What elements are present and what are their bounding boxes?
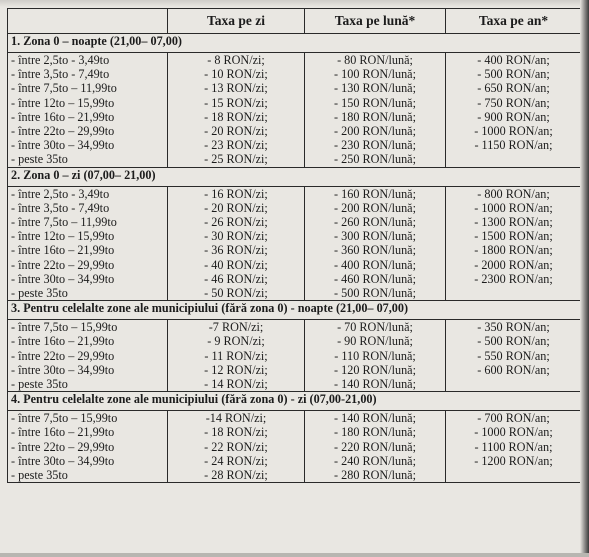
section-title-row bbox=[8, 392, 582, 411]
daily-fee: - 18 RON/zi; bbox=[204, 109, 268, 124]
monthly-fee: - 260 RON/lună; bbox=[334, 215, 416, 230]
daily-fee: - 15 RON/zi; bbox=[204, 95, 268, 110]
daily-fee: - 14 RON/zi; bbox=[204, 377, 268, 392]
weight-range: - peste 35to bbox=[11, 286, 68, 301]
monthly-fee: - 120 RON/lună; bbox=[334, 362, 416, 377]
monthly-fee: - 140 RON/lună; bbox=[334, 411, 416, 426]
monthly-fee: - 500 RON/lună; bbox=[334, 286, 416, 301]
yearly-fee-cell bbox=[446, 53, 582, 168]
section-title: 1. Zona 0 – noapte (21,00– 07,00) bbox=[8, 34, 582, 53]
weight-range: - între 12to – 15,99to bbox=[11, 95, 115, 110]
monthly-fee: - 400 RON/lună; bbox=[334, 257, 416, 272]
yearly-fee: - 550 RON/an; bbox=[477, 348, 550, 363]
monthly-fee: - 180 RON/lună; bbox=[334, 109, 416, 124]
section-body-row bbox=[8, 411, 582, 483]
weight-range: - între 12to – 15,99to bbox=[11, 229, 115, 244]
monthly-fee: - 130 RON/lună; bbox=[334, 81, 416, 96]
yearly-fee: - 1000 RON/an; bbox=[474, 200, 553, 215]
weight-range: - între 30to – 34,99to bbox=[11, 271, 115, 286]
yearly-fee: - 400 RON/an; bbox=[477, 53, 550, 67]
weight-range: - peste 35to bbox=[11, 377, 68, 392]
weight-range: - peste 35to bbox=[11, 468, 68, 483]
daily-fee: - 20 RON/zi; bbox=[204, 200, 268, 215]
daily-fee: - 25 RON/zi; bbox=[204, 152, 268, 167]
monthly-fee: - 80 RON/lună; bbox=[337, 53, 413, 67]
daily-fee: - 13 RON/zi; bbox=[204, 81, 268, 96]
daily-fee: -14 RON/zi; bbox=[205, 411, 267, 426]
monthly-fee: - 140 RON/lună; bbox=[334, 377, 416, 392]
fees-table bbox=[7, 8, 582, 483]
monthly-fee: - 300 RON/lună; bbox=[334, 229, 416, 244]
daily-fee: - 30 RON/zi; bbox=[204, 229, 268, 244]
monthly-fee: - 160 RON/lună; bbox=[334, 186, 416, 201]
daily-fee: - 26 RON/zi; bbox=[204, 215, 268, 230]
monthly-fee: - 100 RON/lună; bbox=[334, 67, 416, 82]
monthly-fee: - 180 RON/lună; bbox=[334, 425, 416, 440]
monthly-fee: - 200 RON/lună; bbox=[334, 200, 416, 215]
daily-fee: - 16 RON/zi; bbox=[204, 186, 268, 201]
yearly-fee: - 2000 RON/an; bbox=[474, 257, 553, 272]
daily-fee-cell bbox=[168, 320, 305, 392]
yearly-fee: - 700 RON/an; bbox=[477, 411, 550, 426]
weight-range-cell bbox=[8, 53, 168, 168]
yearly-fee: - 1150 RON/an; bbox=[474, 138, 553, 153]
yearly-fee: - 1000 RON/an; bbox=[474, 124, 553, 139]
daily-fee: - 8 RON/zi; bbox=[207, 53, 265, 67]
section-body-row bbox=[8, 53, 582, 168]
monthly-fee: - 150 RON/lună; bbox=[334, 95, 416, 110]
daily-fee: - 50 RON/zi; bbox=[204, 286, 268, 301]
weight-range: - între 22to – 29,99to bbox=[11, 348, 115, 363]
weight-range-cell bbox=[8, 411, 168, 483]
monthly-fee: - 360 RON/lună; bbox=[334, 243, 416, 258]
header-monthly-fee: Taxa pe lună* bbox=[305, 9, 446, 34]
weight-range: - peste 35to bbox=[11, 152, 68, 167]
weight-range-cell bbox=[8, 186, 168, 301]
weight-range: - între 7,5to – 11,99to bbox=[11, 81, 117, 96]
weight-range: - între 16to – 21,99to bbox=[11, 334, 115, 349]
header-yearly-fee: Taxa pe an* bbox=[446, 9, 582, 34]
monthly-fee: - 110 RON/lună; bbox=[334, 348, 416, 363]
daily-fee: - 22 RON/zi; bbox=[204, 439, 268, 454]
section-title-row bbox=[8, 167, 582, 186]
yearly-fee: - 650 RON/an; bbox=[477, 81, 550, 96]
header-category bbox=[8, 9, 168, 34]
section-body-row bbox=[8, 186, 582, 301]
weight-range: - între 30to – 34,99to bbox=[11, 362, 115, 377]
monthly-fee: - 230 RON/lună; bbox=[334, 138, 416, 153]
monthly-fee: - 70 RON/lună; bbox=[337, 320, 413, 335]
daily-fee: - 9 RON/zi; bbox=[207, 334, 265, 349]
daily-fee-cell bbox=[168, 411, 305, 483]
weight-range-cell bbox=[8, 320, 168, 392]
monthly-fee-cell bbox=[305, 53, 446, 168]
monthly-fee: - 90 RON/lună; bbox=[337, 334, 413, 349]
daily-fee: - 20 RON/zi; bbox=[204, 124, 268, 139]
daily-fee: - 40 RON/zi; bbox=[204, 257, 268, 272]
monthly-fee: - 240 RON/lună; bbox=[334, 453, 416, 468]
top-scan-strip bbox=[0, 0, 589, 7]
section-title: 2. Zona 0 – zi (07,00– 21,00) bbox=[8, 167, 582, 186]
yearly-fee: - 500 RON/an; bbox=[477, 67, 550, 82]
weight-range: - între 2,5to - 3,49to bbox=[11, 53, 110, 67]
yearly-fee: - 2300 RON/an; bbox=[474, 271, 553, 286]
yearly-fee: - 500 RON/an; bbox=[477, 334, 550, 349]
daily-fee-cell bbox=[168, 53, 305, 168]
weight-range: - între 22to – 29,99to bbox=[11, 124, 115, 139]
weight-range: - între 22to – 29,99to bbox=[11, 257, 115, 272]
yearly-fee: - 750 RON/an; bbox=[477, 95, 550, 110]
yearly-fee: - 800 RON/an; bbox=[477, 186, 550, 201]
yearly-fee-cell bbox=[446, 320, 582, 392]
daily-fee: - 28 RON/zi; bbox=[204, 468, 268, 483]
yearly-fee-cell bbox=[446, 411, 582, 483]
yearly-fee: - 600 RON/an; bbox=[477, 362, 550, 377]
daily-fee: - 36 RON/zi; bbox=[204, 243, 268, 258]
monthly-fee: - 280 RON/lună; bbox=[334, 468, 416, 483]
monthly-fee-cell bbox=[305, 320, 446, 392]
monthly-fee: - 460 RON/lună; bbox=[334, 271, 416, 286]
yearly-fee-cell bbox=[446, 186, 582, 301]
daily-fee: - 23 RON/zi; bbox=[204, 138, 268, 153]
section-body-row bbox=[8, 320, 582, 392]
weight-range: - între 7,5to – 15,99to bbox=[11, 320, 118, 335]
weight-range: - între 2,5to - 3,49to bbox=[11, 186, 110, 201]
yearly-fee: - 1800 RON/an; bbox=[474, 243, 553, 258]
weight-range: - între 30to – 34,99to bbox=[11, 453, 115, 468]
yearly-fee: - 900 RON/an; bbox=[477, 109, 550, 124]
yearly-fee: - 1100 RON/an; bbox=[474, 439, 553, 454]
weight-range: - între 16to – 21,99to bbox=[11, 109, 115, 124]
daily-fee-cell bbox=[168, 186, 305, 301]
monthly-fee: - 220 RON/lună; bbox=[334, 439, 416, 454]
daily-fee: - 24 RON/zi; bbox=[204, 453, 268, 468]
yearly-fee: - 1500 RON/an; bbox=[474, 229, 553, 244]
daily-fee: - 18 RON/zi; bbox=[204, 425, 268, 440]
daily-fee: - 12 RON/zi; bbox=[204, 362, 268, 377]
monthly-fee-cell bbox=[305, 411, 446, 483]
scan-bottom-edge bbox=[0, 553, 589, 557]
monthly-fee: - 200 RON/lună; bbox=[334, 124, 416, 139]
section-title: 4. Pentru celelalte zone ale municipiului (fără zona 0) - zi (07,00-21,00) bbox=[8, 392, 582, 411]
yearly-fee: - 350 RON/an; bbox=[477, 320, 550, 335]
section-title-row bbox=[8, 301, 582, 320]
daily-fee: -7 RON/zi; bbox=[208, 320, 264, 335]
yearly-fee: - 1000 RON/an; bbox=[474, 425, 553, 440]
scan-edge-shadow bbox=[580, 0, 589, 557]
weight-range: - între 3,5to - 7,49to bbox=[11, 67, 110, 82]
section-title-row bbox=[8, 34, 582, 53]
daily-fee: - 10 RON/zi; bbox=[204, 67, 268, 82]
weight-range: - între 16to – 21,99to bbox=[11, 243, 115, 258]
weight-range: - între 3,5to - 7,49to bbox=[11, 200, 110, 215]
weight-range: - între 30to – 34,99to bbox=[11, 138, 115, 153]
weight-range: - între 7,5to – 15,99to bbox=[11, 411, 118, 426]
daily-fee: - 11 RON/zi; bbox=[204, 348, 268, 363]
weight-range: - între 22to – 29,99to bbox=[11, 439, 115, 454]
monthly-fee-cell bbox=[305, 186, 446, 301]
section-title: 3. Pentru celelalte zone ale municipiului (fără zona 0) - noapte (21,00– 07,00) bbox=[8, 301, 582, 320]
monthly-fee: - 250 RON/lună; bbox=[334, 152, 416, 167]
weight-range: - între 16to – 21,99to bbox=[11, 425, 115, 440]
header-daily-fee: Taxa pe zi bbox=[168, 9, 305, 34]
daily-fee: - 46 RON/zi; bbox=[204, 271, 268, 286]
yearly-fee: - 1300 RON/an; bbox=[474, 215, 553, 230]
header-row bbox=[8, 9, 582, 34]
yearly-fee: - 1200 RON/an; bbox=[474, 453, 553, 468]
weight-range: - între 7,5to – 11,99to bbox=[11, 215, 117, 230]
